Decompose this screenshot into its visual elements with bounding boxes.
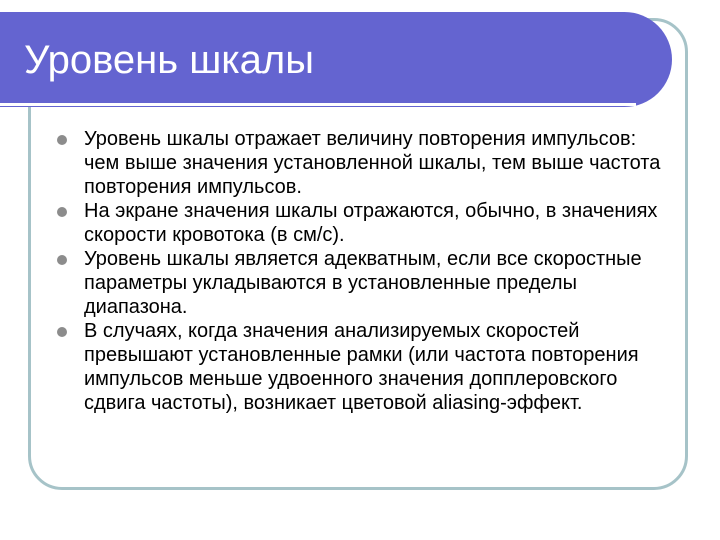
bullet-dot-icon bbox=[57, 255, 67, 265]
bullet-dot-icon bbox=[57, 207, 67, 217]
title-underline bbox=[0, 103, 636, 106]
bullet-dot-icon bbox=[57, 135, 67, 145]
bullet-dot-icon bbox=[57, 327, 67, 337]
slide-title: Уровень шкалы bbox=[24, 38, 314, 82]
bullet-text: В случаях, когда значения анализируемых скоростей превышают установленные рамки (или частота повторения импульсов меньше удвоенного значения допплеровского сдвига частоты), возникает цветовой aliasing-эффект. bbox=[84, 320, 639, 414]
bullet-text: Уровень шкалы является адекватным, если все скоростные параметры укладываются в установленные пределы диапазона. bbox=[84, 248, 642, 318]
bullet-item bbox=[52, 319, 672, 415]
bullet-item bbox=[52, 199, 672, 247]
bullet-item bbox=[52, 247, 672, 319]
bullet-item bbox=[52, 127, 672, 199]
bullet-text: Уровень шкалы отражает величину повторения импульсов: чем выше значения установленной шкалы, тем выше частота повторения импульсов. bbox=[84, 128, 661, 198]
bullet-text: На экране значения шкалы отражаются, обычно, в значениях скорости кровотока (в см/с). bbox=[84, 200, 658, 246]
title-bar bbox=[0, 12, 672, 107]
bullet-list bbox=[52, 127, 672, 415]
